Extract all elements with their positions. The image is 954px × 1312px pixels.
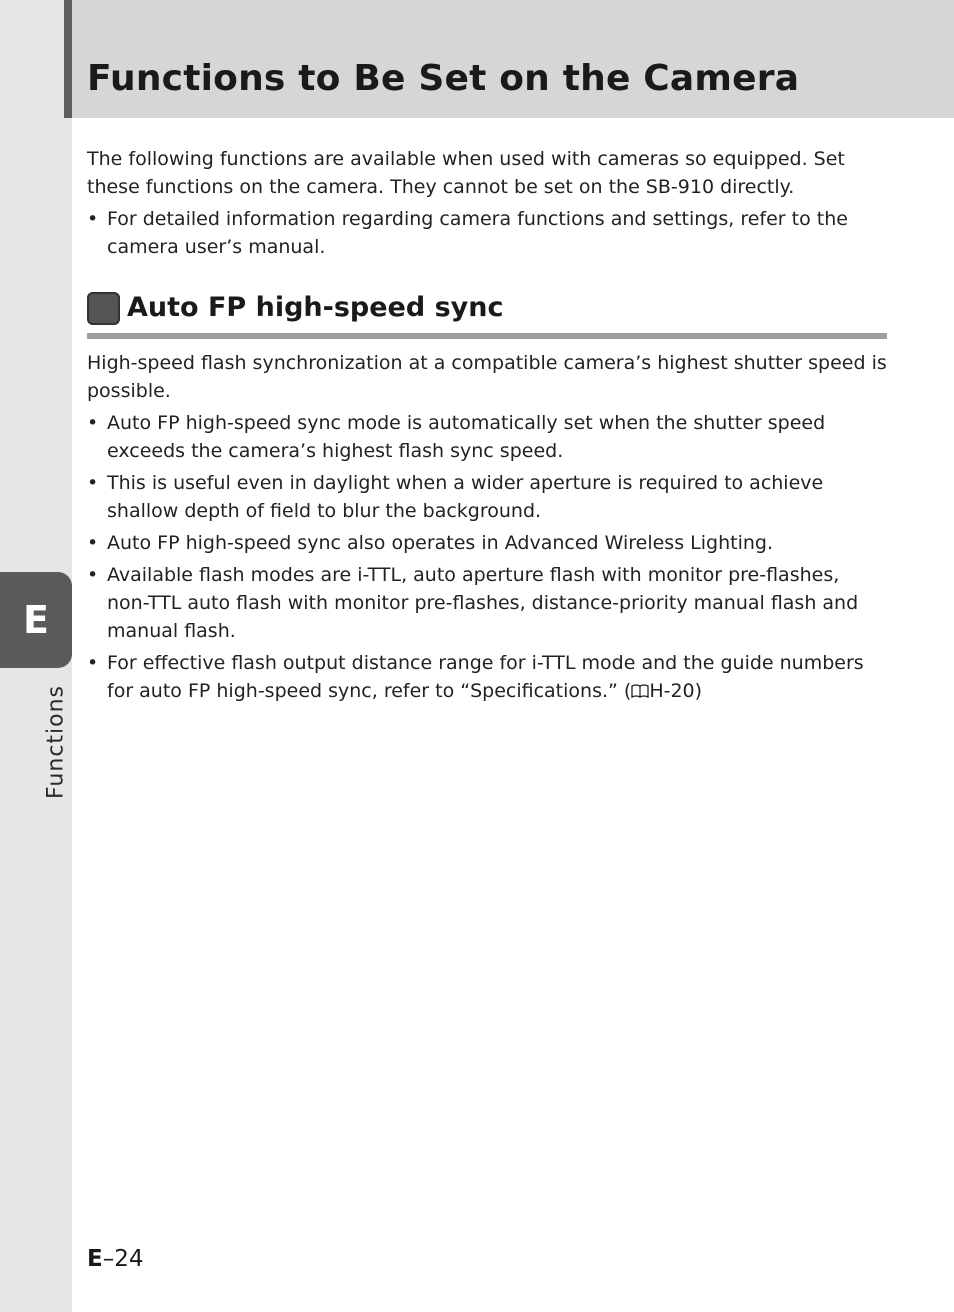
list-item-text: Available flash modes are i-TTL, auto aperture flash with monitor pre-flashes, non-TTL auto flash with monitor pre-flashes, distance-priority manual flash and manual flash. xyxy=(107,564,859,642)
bullet-icon: • xyxy=(87,652,99,674)
page-number xyxy=(87,1246,144,1272)
section-body xyxy=(87,349,887,705)
content xyxy=(87,145,887,705)
section-heading xyxy=(87,289,887,339)
page-reference: H-20 xyxy=(649,680,695,702)
list-item xyxy=(87,649,887,705)
chapter-label: Functions xyxy=(43,684,69,800)
page-title: Functions to Be Set on the Camera xyxy=(87,58,800,99)
list-item-text: For detailed information regarding camera functions and settings, refer to the camera user’s manual. xyxy=(107,208,848,258)
book-icon xyxy=(631,684,649,698)
list-item-text: Auto FP high-speed sync also operates in Advanced Wireless Lighting. xyxy=(107,532,773,554)
bullet-icon: • xyxy=(87,472,99,494)
bullet-icon: • xyxy=(87,532,99,554)
list-item xyxy=(87,529,887,557)
list-item-text: Auto FP high-speed sync mode is automatically set when the shutter speed exceeds the camera’s highest flash sync speed. xyxy=(107,412,826,462)
list-item xyxy=(87,205,887,261)
chapter-tab xyxy=(0,572,72,668)
list-item-text xyxy=(107,652,864,702)
bullet-icon: • xyxy=(87,564,99,586)
chapter-tab-letter: E xyxy=(23,598,49,642)
intro-paragraph: The following functions are available when used with cameras so equipped. Set these functions on the camera. They cannot be set on the SB-910 directly. xyxy=(87,148,845,198)
bullet-icon: • xyxy=(87,412,99,434)
list-item xyxy=(87,409,887,465)
bullet-icon: • xyxy=(87,208,99,230)
list-item xyxy=(87,561,887,645)
page-number-prefix: E xyxy=(87,1246,103,1272)
square-marker-icon xyxy=(87,292,120,325)
list-item xyxy=(87,469,887,525)
reference-close: ) xyxy=(694,680,703,702)
section-title: Auto FP high-speed sync xyxy=(127,292,504,323)
list-item-text: This is useful even in daylight when a wider aperture is required to achieve shallow depth of field to blur the background. xyxy=(107,472,824,522)
section-paragraph: High-speed flash synchronization at a compatible camera’s highest shutter speed is possible. xyxy=(87,352,887,402)
list-item-text-main: For effective flash output distance range for i-TTL mode and the guide numbers for auto FP high-speed sync, refer to “Specifications.” ( xyxy=(107,652,864,702)
page-number-suffix: –24 xyxy=(102,1246,144,1272)
